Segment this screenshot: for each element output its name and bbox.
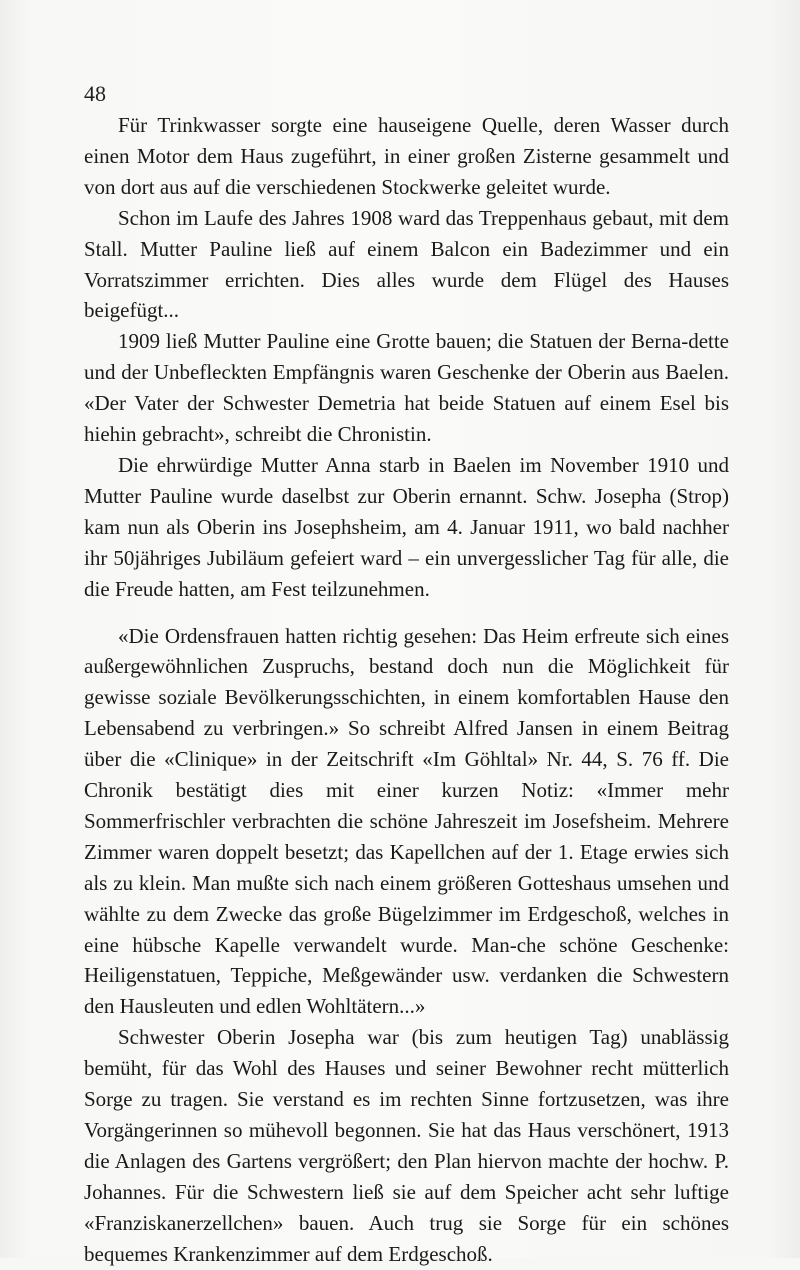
paragraph-stairwell-1908: Schon im Laufe des Jahres 1908 ward das Treppenhaus gebaut, mit dem Stall. Mutter Pauline ließ auf einem Balcon ein Badezimmer und ein Vorratszimmer errichten. Dies alles wurde dem Flügel des Hauses beigefügt...	[84, 205, 729, 323]
page-number: 48	[84, 81, 106, 106]
paragraph-mother-anna: Die ehrwürdige Mutter Anna starb in Baelen im November 1910 und Mutter Pauline wurde daselbst zur Oberin ernannt. Schw. Josepha (Strop) kam nun als Oberin ins Josephsheim, am 4. Januar 1911, wo bald nachher ihr 50jähriges Jubiläum gefeiert ward – ein unvergesslicher Tag für alle, die die Freude hatten, am Fest teilzunehmen.	[84, 452, 729, 601]
paragraph-ordensfrauen-quote: «Die Ordensfrauen hatten richtig gesehen: Das Heim erfreute sich eines außergewöhnlichen Zuspruchs, bestand doch nun die Möglichkeit für gewisse soziale Bevölkerungsschichten, in einem komfortablen Hause den Lebensabend zu verbringen.» So schreibt Alfred Jansen in einem Beitrag über die «Clinique» in der Zeitschrift «Im Göhltal» Nr. 44, S. 76 ff. Die Chronik bestätigt dies mit einer kurzen Notiz: «Immer mehr Sommerfrischler verbrachten die schöne Jahreszeit im Josefsheim. Mehrere Zimmer waren doppelt besetzt; das Kapellchen auf der 1. Etage erwies sich als zu klein. Man mußte sich nach einem größeren Gotteshaus umsehen und wählte zu dem Zwecke das große Bügelzimmer im Erdgeschoß, welches in eine hübsche Kapelle verwandelt wurde. Man-che schöne Geschenke: Heiligenstatuen, Teppiche, Meßgewänder usw. verdanken die Schwestern den Hausleuten und edlen Wohltätern...»	[84, 623, 729, 1019]
paragraph-grotto-1909: 1909 ließ Mutter Pauline eine Grotte bauen; die Statuen der Berna-dette und der Unbefleckten Empfängnis waren Geschenke der Oberin aus Baelen. «Der Vater der Schwester Demetria hat beide Statuen auf einem Esel bis hiehin gebracht», schreibt die Chronistin.	[84, 329, 729, 447]
paragraph-water-supply: Für Trinkwasser sorgte eine hauseigene Quelle, deren Wasser durch einen Motor dem Haus zugeführt, in einer großen Zisterne gesammelt und von dort aus auf die verschiedenen Stockwerke geleitet wurde.	[84, 113, 729, 199]
paragraph-sister-josepha: Schwester Oberin Josepha war (bis zum heutigen Tag) unablässig bemüht, für das Wohl des Hauses und seiner Bewohner recht mütterlich Sorge zu tragen. Sie verstand es im rechten Sinne fortzusetzen, was ihre Vorgängerinnen so mühevoll begonnen. Sie hat das Haus verschönert, 1913 die Anlagen des Gartens vergrößert; den Plan hiervon machte der hochw. P. Johannes. Für die Schwestern ließ sie auf dem Speicher acht sehr luftige «Franziskanerzellchen» bauen. Auch trug sie Sorge für ein schönes bequemes Krankenzimmer auf dem Erdgeschoß.	[84, 1025, 729, 1266]
body-text	[84, 110, 729, 1270]
